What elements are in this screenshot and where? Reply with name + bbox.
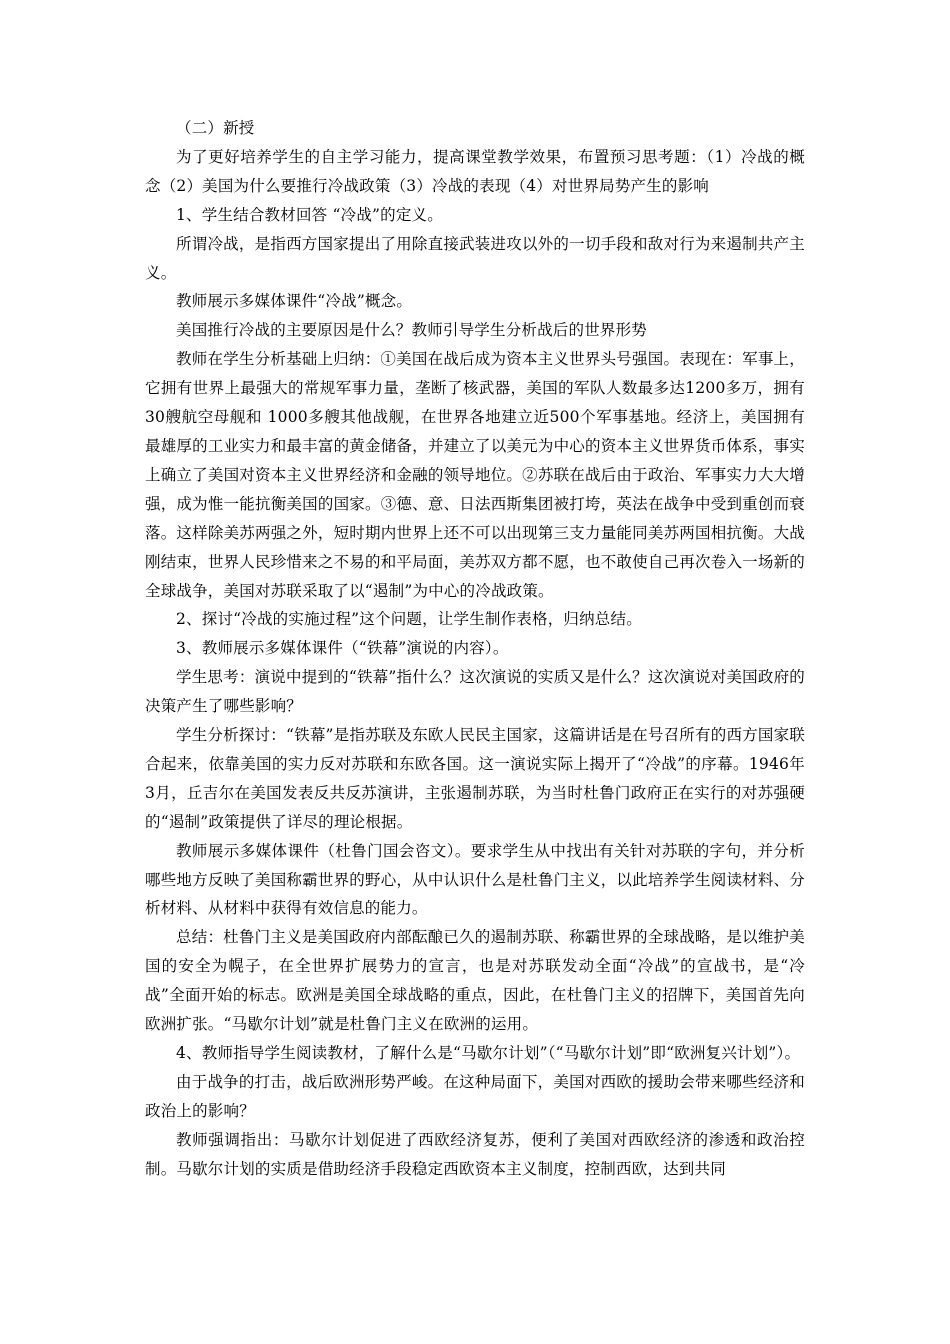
paragraph: 1、学生结合教材回答 “冷战”的定义。	[176, 205, 443, 224]
paragraph: 教师展示多媒体课件（杜鲁门国会咨文）。要求学生从中找出有关针对苏联的字句，并分析哪些地方反映了美国称霸世界的野心，从中认识什么是杜鲁门主义，以此培养学生阅读材料、分析材料、从材料中获得有效信息的能力。	[145, 841, 805, 918]
paragraph: 学生分析探讨：“铁幕”是指苏联及东欧人民民主国家，这篇讲话是在号召所有的西方国家联合起来，依靠美国的实力反对苏联和东欧各国。这一演说实际上揭开了“冷战”的序幕。1946年3月，丘吉尔在美国发表反共反苏演讲，主张遏制苏联，为当时杜鲁门政府正在实行的对苏强硬的“遏制”政策提供了详尽的理论根据。	[145, 726, 805, 831]
paragraph: 美国推行冷战的主要原因是什么？教师引导学生分析战后的世界形势	[176, 321, 648, 340]
paragraph: 为了更好培养学生的自主学习能力，提高课堂教学效果，布置预习思考题：（1）冷战的概念（2）美国为什么要推行冷战政策（3）冷战的表现（4）对世界局势产生的影响	[145, 147, 805, 195]
paragraph: 总结：杜鲁门主义是美国政府内部酝酿已久的遏制苏联、称霸世界的全球战略，是以维护美国的安全为幌子，在全世界扩展势力的宣言，也是对苏联发动全面“冷战”的宣战书，是“冷战”全面开始的标志。欧洲是美国全球战略的重点，因此，在杜鲁门主义的招牌下，美国首先向欧洲扩张。“马歇尔计划”就是杜鲁门主义在欧洲的运用。	[145, 928, 805, 1034]
paragraph: 3、教师展示多媒体课件（“铁幕”演说的内容）。	[176, 639, 509, 658]
document-page	[145, 114, 805, 1184]
paragraph: 所谓冷战，是指西方国家提出了用除直接武装进攻以外的一切手段和敌对行为来遏制共产主义。	[145, 234, 805, 282]
section-heading: （二）新授	[176, 119, 255, 137]
paragraph: 由于战争的打击，战后欧洲形势严峻。在这种局面下，美国对西欧的援助会带来哪些经济和政治上的影响？	[145, 1072, 805, 1120]
paragraph: 学生思考：演说中提到的“铁幕”指什么？这次演说的实质又是什么？这次演说对美国政府的决策产生了哪些影响？	[145, 668, 805, 716]
paragraph: 教师展示多媒体课件“冷战”概念。	[176, 292, 413, 311]
paragraph: 教师在学生分析基础上归纳：①美国在战后成为资本主义世界头号强国。表现在：军事上，它拥有世界上最强大的常规军事力量，垄断了核武器，美国的军队人数最多达1200多万，拥有30艘航空母舰和 1000多艘其他战舰，在世界各地建立近500个军事基地。经济上，美国拥有最雄厚的工业实力和最丰富的黄金储备，并建立了以美元为中心的资本主义世界货币体系，事实上确立了美国对资本主义世界经济和金融的领导地位。②苏联在战后由于政治、军事实力大大增强，成为惟一能抗衡美国的国家。③德、意、日法西斯集团被打垮，英法在战争中受到重创而衰落。这样除美苏两强之外，短时期内世界上还不可以出现第三支力量能同美苏两国相抗衡。大战刚结束，世界人民珍惜来之不易的和平局面，美苏双方都不愿，也不敢使自己再次卷入一场新的全球战争，美国对苏联采取了以“遏制”为中心的冷战政策。	[145, 350, 805, 600]
paragraph: 2、探讨“冷战的实施过程”这个问题，让学生制作表格，归纳总结。	[176, 610, 642, 629]
paragraph: 教师强调指出：马歇尔计划促进了西欧经济复苏，便利了美国对西欧经济的渗透和政治控制。马歇尔计划的实质是借助经济手段稳定西欧资本主义制度，控制西欧，达到共同	[145, 1130, 805, 1178]
paragraph: 4、教师指导学生阅读教材，了解什么是“马歇尔计划”（“马歇尔计划”即“欧洲复兴计划”）。	[176, 1044, 801, 1062]
